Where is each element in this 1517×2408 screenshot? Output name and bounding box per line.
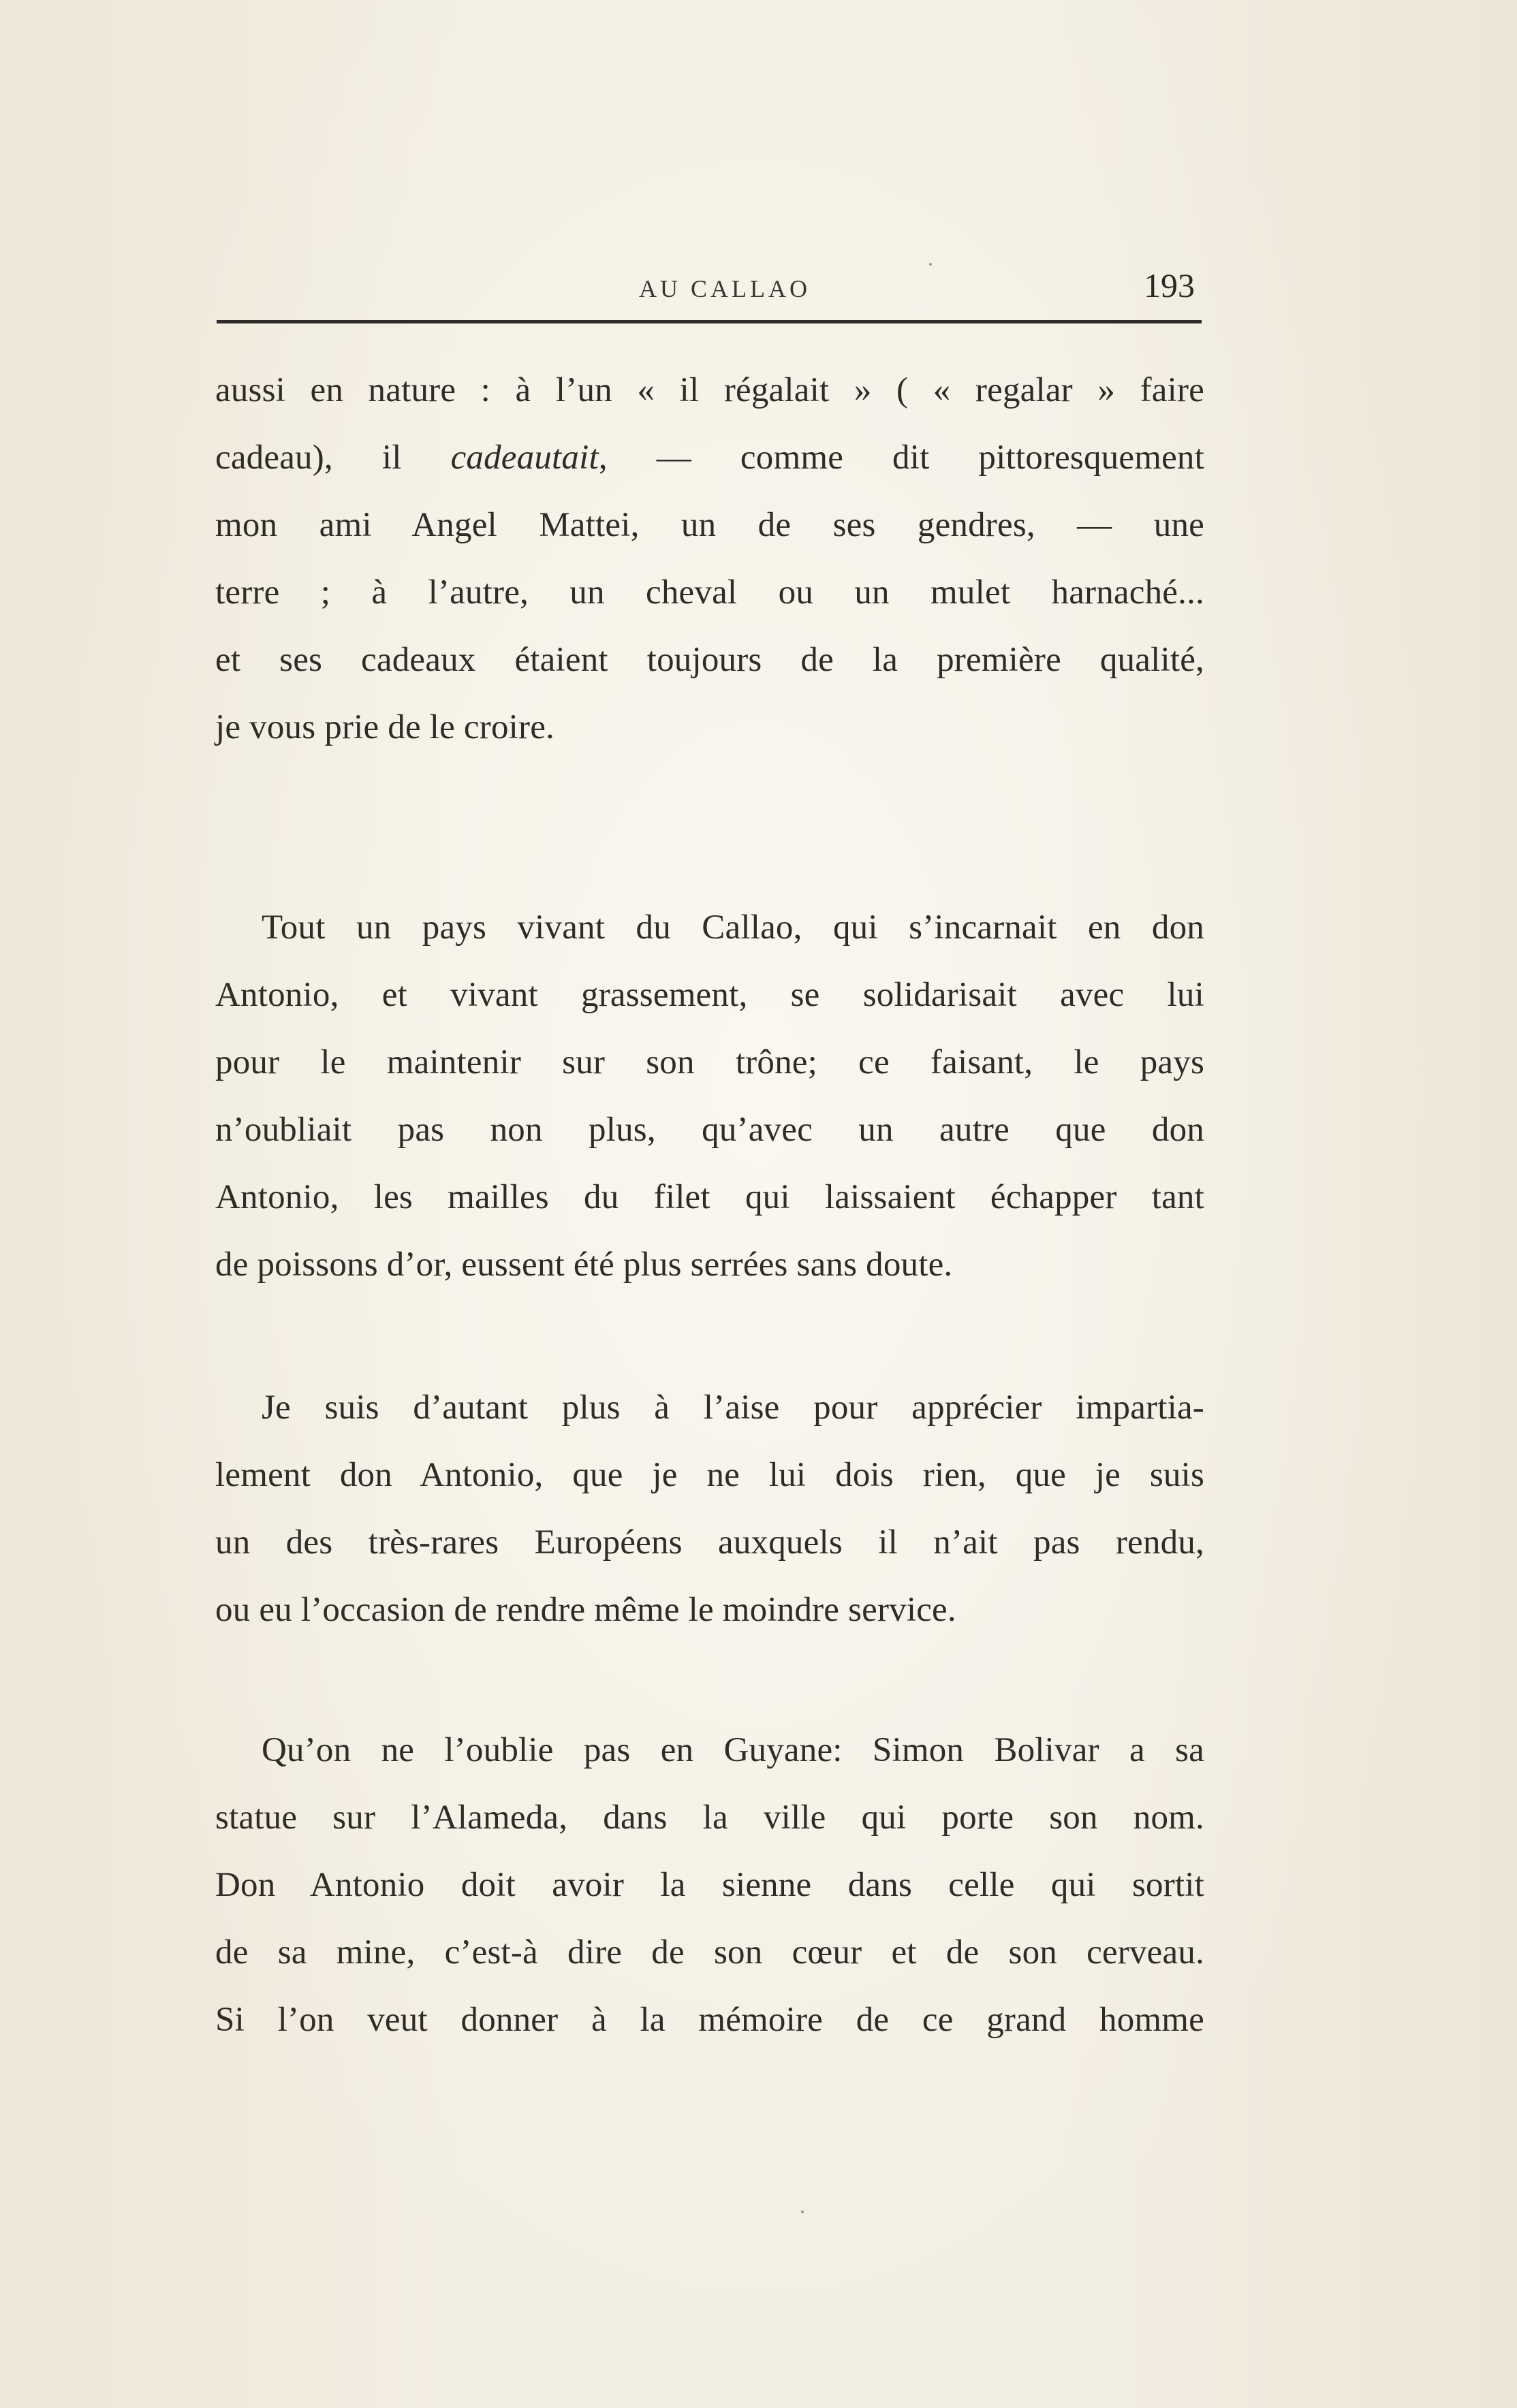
text-line: Je suis d’autant plus à l’aise pour apprécier impartia- (262, 1389, 1204, 1427)
text-line: un des très-rares Européens auxquels il n’ait pas rendu, (215, 1523, 1204, 1562)
paragraph-4 (215, 1717, 1204, 2054)
text-line: aussi en nature : à l’un « il régalait » ( « regalar » faire (215, 371, 1204, 409)
header-rule (217, 320, 1202, 323)
text-line: Si l’on veut donner à la mémoire de ce grand homme (215, 2001, 1204, 2039)
paragraph-2 (215, 894, 1204, 1299)
text-line: statue sur l’Alameda, dans la ville qui porte son nom. (215, 1799, 1204, 1837)
text-line: ou eu l’occasion de rendre même le moindre service. (215, 1591, 956, 1629)
running-title: AU CALLAO (639, 275, 811, 302)
text-line: Antonio, les mailles du filet qui laissaient échapper tant (215, 1178, 1204, 1216)
text-line: mon ami Angel Mattei, un de ses gendres, — une (215, 506, 1204, 544)
text-line: Tout un pays vivant du Callao, qui s’incarnait en don (262, 908, 1204, 947)
text-line: lement don Antonio, que je ne lui dois rien, que je suis (215, 1456, 1204, 1494)
text-line: de sa mine, c’est-à dire de son cœur et de son cerveau. (215, 1933, 1204, 1971)
text-line (215, 424, 1204, 492)
paper-speck (929, 263, 932, 266)
paragraph-3 (215, 1374, 1204, 1644)
text-line: pour le maintenir sur son trône; ce faisant, le pays (215, 1043, 1204, 1081)
text-line: Antonio, et vivant grassement, se solidarisait avec lui (215, 976, 1204, 1014)
text-line: n’oubliait pas non plus, qu’avec un autre que don (215, 1111, 1204, 1149)
italic-word: cadeautait (450, 439, 599, 477)
text-line: je vous prie de le croire. (215, 708, 554, 746)
page-header (217, 264, 1202, 312)
text-line: Don Antonio doit avoir la sienne dans celle qui sortit (215, 1866, 1204, 1904)
text-line: terre ; à l’autre, un cheval ou un mulet harnaché... (215, 573, 1204, 612)
paragraph-1 (215, 357, 1204, 761)
text-line: de poissons d’or, eussent été plus serrées sans doute. (215, 1246, 953, 1284)
paper-speck (801, 2211, 804, 2213)
text-line: Qu’on ne l’oublie pas en Guyane: Simon Bolivar a sa (262, 1731, 1204, 1769)
text-line: et ses cadeaux étaient toujours de la première qualité, (215, 641, 1204, 679)
text-segment: cadeau), il (215, 439, 451, 477)
text-segment: , — comme dit pittoresquement (598, 439, 1204, 477)
page-number: 193 (1144, 266, 1195, 304)
